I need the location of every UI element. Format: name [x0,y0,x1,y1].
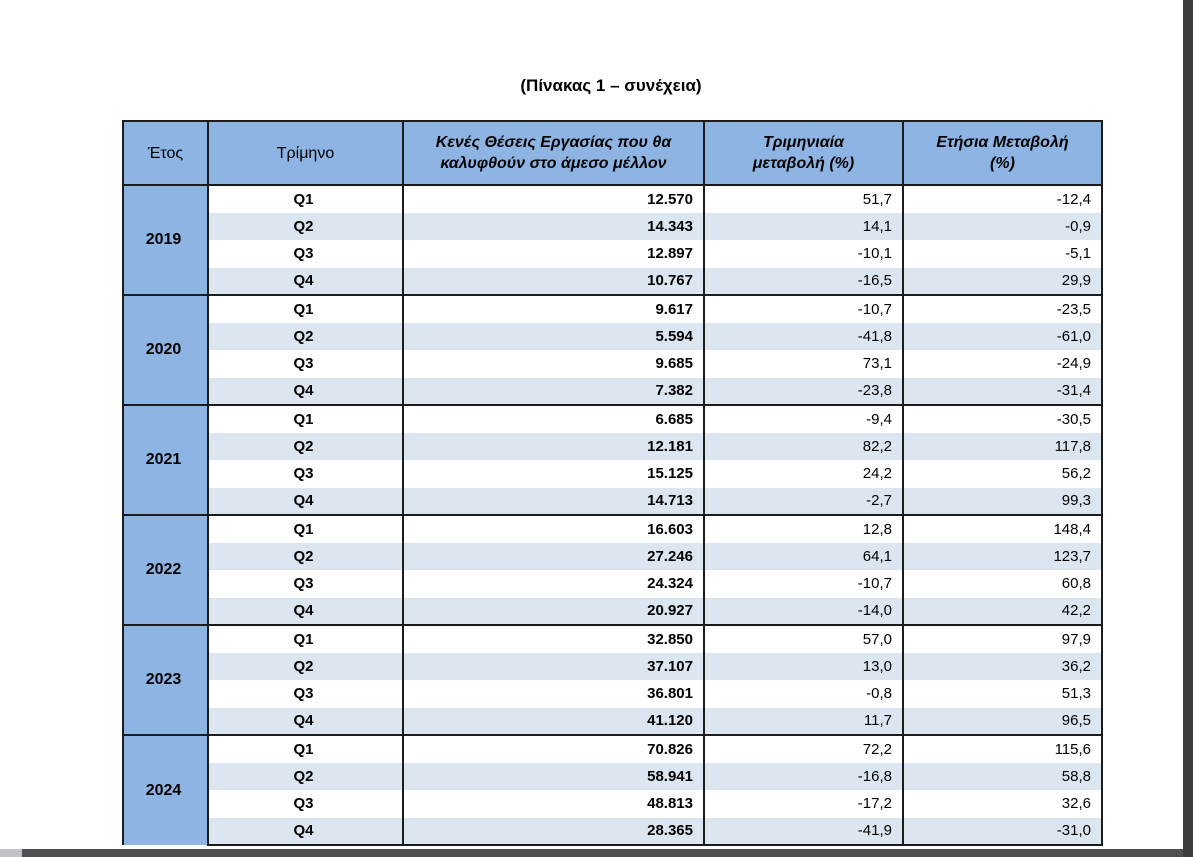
quarter-cell: Q2 [208,323,403,351]
vacancies-table [122,120,1103,846]
annual-change-cell: 42,2 [903,598,1102,626]
year-cell: 2022 [123,515,208,625]
quarter-cell: Q2 [208,653,403,681]
quarter-cell: Q2 [208,213,403,241]
quarter-cell: Q1 [208,185,403,213]
annual-change-cell: 96,5 [903,708,1102,736]
table-row [123,653,1102,681]
table-row [123,323,1102,351]
quarterly-change-cell: -23,8 [704,378,903,406]
table-row [123,790,1102,818]
quarterly-change-cell: -0,8 [704,680,903,708]
vacancies-cell: 12.181 [403,433,704,461]
vacancies-cell: 27.246 [403,543,704,571]
annual-change-cell: 58,8 [903,763,1102,791]
annual-change-cell: -30,5 [903,405,1102,433]
quarter-cell: Q4 [208,818,403,846]
table-row [123,598,1102,626]
quarterly-change-cell: -16,8 [704,763,903,791]
vacancies-cell: 5.594 [403,323,704,351]
quarter-cell: Q3 [208,680,403,708]
table-row [123,240,1102,268]
annual-change-cell: 115,6 [903,735,1102,763]
table-row [123,213,1102,241]
table-row [123,185,1102,213]
quarter-cell: Q3 [208,240,403,268]
vacancies-cell: 7.382 [403,378,704,406]
annual-change-cell: 60,8 [903,570,1102,598]
table-row [123,295,1102,323]
column-header-vacancies [403,121,704,185]
quarterly-change-cell: -10,7 [704,570,903,598]
quarter-cell: Q1 [208,405,403,433]
annual-change-cell: 51,3 [903,680,1102,708]
quarterly-change-cell: 51,7 [704,185,903,213]
quarter-cell: Q3 [208,350,403,378]
table-caption: (Πίνακας 1 – συνέχεια) [520,76,702,95]
quarterly-change-cell: -2,7 [704,488,903,516]
year-cell: 2021 [123,405,208,515]
vacancies-cell: 32.850 [403,625,704,653]
quarterly-change-cell: 14,1 [704,213,903,241]
quarterly-change-cell: -41,9 [704,818,903,846]
year-cell: 2024 [123,735,208,845]
table-row [123,350,1102,378]
quarterly-change-cell: -41,8 [704,323,903,351]
quarter-cell: Q1 [208,735,403,763]
scrollbar-thumb[interactable] [0,849,22,857]
vacancies-cell: 9.617 [403,295,704,323]
table-row [123,433,1102,461]
quarterly-change-cell: 24,2 [704,460,903,488]
vacancies-cell: 16.603 [403,515,704,543]
quarterly-change-cell: -16,5 [704,268,903,296]
column-header-quarterly-change [704,121,903,185]
vacancies-cell: 20.927 [403,598,704,626]
quarter-cell: Q4 [208,488,403,516]
quarterly-change-cell: 12,8 [704,515,903,543]
annual-change-cell: 99,3 [903,488,1102,516]
quarter-cell: Q4 [208,268,403,296]
table-row [123,708,1102,736]
annual-change-cell: 29,9 [903,268,1102,296]
table-row [123,570,1102,598]
vacancies-cell: 70.826 [403,735,704,763]
quarter-cell: Q3 [208,570,403,598]
table-row [123,268,1102,296]
table-row [123,543,1102,571]
table-row [123,378,1102,406]
quarter-cell: Q1 [208,625,403,653]
quarterly-change-cell: 13,0 [704,653,903,681]
annual-change-cell: 32,6 [903,790,1102,818]
vacancies-cell: 28.365 [403,818,704,846]
vacancies-cell: 24.324 [403,570,704,598]
column-header-quarterly-change-line1: Τριμηνιαία [763,134,844,151]
column-header-vacancies-line1: Κενές Θέσεις Εργασίας που θα [435,134,672,151]
quarterly-change-cell: 11,7 [704,708,903,736]
column-header-annual-change-line1: Ετήσια Μεταβολή [936,134,1069,151]
vacancies-cell: 9.685 [403,350,704,378]
annual-change-cell: 36,2 [903,653,1102,681]
annual-change-cell: 123,7 [903,543,1102,571]
annual-change-cell: 97,9 [903,625,1102,653]
quarter-cell: Q2 [208,433,403,461]
vacancies-cell: 58.941 [403,763,704,791]
column-header-quarterly-change-line2: μεταβολή (%) [752,155,855,172]
vacancies-cell: 41.120 [403,708,704,736]
annual-change-cell: -31,0 [903,818,1102,846]
annual-change-cell: -12,4 [903,185,1102,213]
vacancies-cell: 36.801 [403,680,704,708]
quarter-cell: Q2 [208,763,403,791]
table-row [123,460,1102,488]
quarterly-change-cell: -17,2 [704,790,903,818]
window-right-edge [1183,0,1193,857]
year-cell: 2019 [123,185,208,295]
table-row [123,818,1102,846]
table-row [123,405,1102,433]
quarterly-change-cell: 72,2 [704,735,903,763]
quarterly-change-cell: 73,1 [704,350,903,378]
table-row [123,680,1102,708]
quarterly-change-cell: 82,2 [704,433,903,461]
vacancies-cell: 6.685 [403,405,704,433]
quarterly-change-cell: -10,1 [704,240,903,268]
annual-change-cell: -31,4 [903,378,1102,406]
quarter-cell: Q1 [208,515,403,543]
column-header-quarter: Τρίμηνο [208,121,403,185]
vacancies-cell: 15.125 [403,460,704,488]
year-cell: 2020 [123,295,208,405]
annual-change-cell: -61,0 [903,323,1102,351]
quarter-cell: Q4 [208,708,403,736]
vacancies-cell: 12.570 [403,185,704,213]
quarter-cell: Q3 [208,790,403,818]
table-header-row [123,121,1102,185]
quarterly-change-cell: 64,1 [704,543,903,571]
quarter-cell: Q3 [208,460,403,488]
column-header-year: Έτος [123,121,208,185]
quarterly-change-cell: -10,7 [704,295,903,323]
annual-change-cell: -24,9 [903,350,1102,378]
column-header-annual-change-line2: (%) [990,155,1015,172]
quarterly-change-cell: -9,4 [704,405,903,433]
annual-change-cell: 148,4 [903,515,1102,543]
quarter-cell: Q4 [208,378,403,406]
annual-change-cell: 117,8 [903,433,1102,461]
column-header-annual-change [903,121,1102,185]
vacancies-cell: 12.897 [403,240,704,268]
table-row [123,735,1102,763]
annual-change-cell: -23,5 [903,295,1102,323]
quarter-cell: Q4 [208,598,403,626]
table-row [123,488,1102,516]
horizontal-scrollbar[interactable] [0,849,1183,857]
table-row [123,763,1102,791]
vacancies-cell: 10.767 [403,268,704,296]
annual-change-cell: -0,9 [903,213,1102,241]
table-row [123,515,1102,543]
column-header-vacancies-line2: καλυφθούν στο άμεσο μέλλον [440,155,667,172]
vacancies-cell: 14.713 [403,488,704,516]
quarterly-change-cell: 57,0 [704,625,903,653]
vacancies-cell: 48.813 [403,790,704,818]
quarter-cell: Q2 [208,543,403,571]
quarter-cell: Q1 [208,295,403,323]
annual-change-cell: -5,1 [903,240,1102,268]
table-row [123,625,1102,653]
year-cell: 2023 [123,625,208,735]
vacancies-cell: 14.343 [403,213,704,241]
annual-change-cell: 56,2 [903,460,1102,488]
vacancies-cell: 37.107 [403,653,704,681]
quarterly-change-cell: -14,0 [704,598,903,626]
